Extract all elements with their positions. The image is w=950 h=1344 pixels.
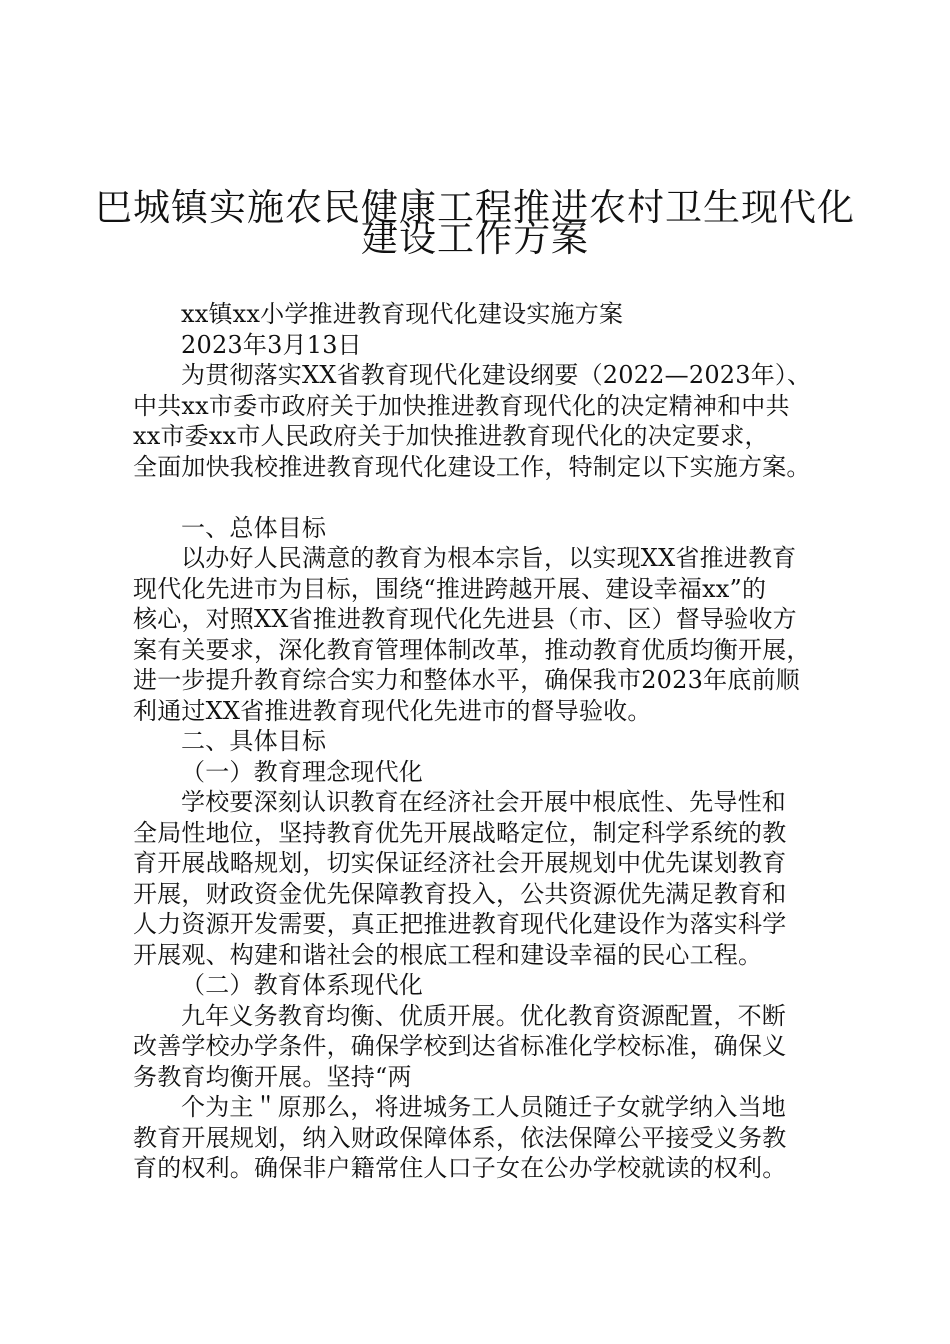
paragraph-gap xyxy=(133,482,833,513)
subsection-1-line: 学校要深刻认识教育在经济社会开展中根底性、先导性和 xyxy=(181,788,786,816)
section-2-heading: 二、具体目标 xyxy=(181,727,327,755)
section-1-line: 以办好人民满意的教育为根本宗旨，以实现XX省推进教育 xyxy=(181,544,797,572)
intro-line: 全面加快我校推进教育现代化建设工作，特制定以下实施方案。 xyxy=(133,452,811,481)
section-1-line: 案有关要求，深化教育管理体制改革，推动教育优质均衡开展， xyxy=(133,635,811,664)
subsection-2-line: 育的权利。确保非户籍常住人口子女在公办学校就读的权利。 xyxy=(133,1154,787,1182)
subsection-2-line: 务教育均衡开展。坚持“两 xyxy=(133,1062,412,1091)
subsection-2-line: 个为主＂原那么，将进城务工人员随迁子女就学纳入当地 xyxy=(181,1093,786,1121)
section-1-line: 利通过XX省推进教育现代化先进市的督导验收。 xyxy=(133,696,652,725)
document-title-line-1: 巴城镇实施农民健康工程推进农村卫生现代化 xyxy=(95,186,855,229)
subsection-1-line: 开展观、构建和谐社会的根底工程和建设幸福的民心工程。 xyxy=(133,940,763,969)
section-1-line: 进一步提升教育综合实力和整体水平，确保我市2023年底前顺 xyxy=(133,666,800,694)
subsection-1-line: 开展，财政资金优先保障教育投入，公共资源优先满足教育和 xyxy=(133,879,787,908)
document-body xyxy=(133,299,833,1184)
subsection-2-line: 教育开展规划，纳入财政保障体系，依法保障公平接受义务教 xyxy=(133,1123,787,1152)
subsection-1-line: 全局性地位，坚持教育优先开展战略定位，制定科学系统的教 xyxy=(133,818,787,847)
subsection-2-heading: （二）教育体系现代化 xyxy=(181,971,423,999)
date: 2023年3月13日 xyxy=(181,330,362,359)
subsection-1-heading: （一）教育理念现代化 xyxy=(181,757,423,786)
subsection-2-line: 九年义务教育均衡、优质开展。优化教育资源配置，不断 xyxy=(181,1001,786,1030)
intro-line: xx市委xx市人民政府关于加快推进教育现代化的决定要求， xyxy=(133,422,769,450)
subsection-2-line: 改善学校办学条件，确保学校到达省标准化学校标准，确保义 xyxy=(133,1032,787,1060)
section-1-heading: 一、总体目标 xyxy=(181,513,327,542)
section-1-line: 核心，对照XX省推进教育现代化先进县（市、区）督导验收方 xyxy=(133,605,797,633)
document-title-line-2: 建设工作方案 xyxy=(361,217,589,260)
intro-line: 为贯彻落实XX省教育现代化建设纲要（2022—2023年）、 xyxy=(181,361,812,389)
subtitle: xx镇xx小学推进教育现代化建设实施方案 xyxy=(181,300,624,328)
intro-line: 中共xx市委市政府关于加快推进教育现代化的决定精神和中共 xyxy=(133,391,790,420)
subsection-1-line: 人力资源开发需要，真正把推进教育现代化建设作为落实科学 xyxy=(133,910,787,938)
subsection-1-line: 育开展战略规划，切实保证经济社会开展规划中优先谋划教育 xyxy=(133,849,787,877)
section-1-line: 现代化先进市为目标，围绕“推进跨越开展、建设幸福xx”的 xyxy=(133,574,767,603)
